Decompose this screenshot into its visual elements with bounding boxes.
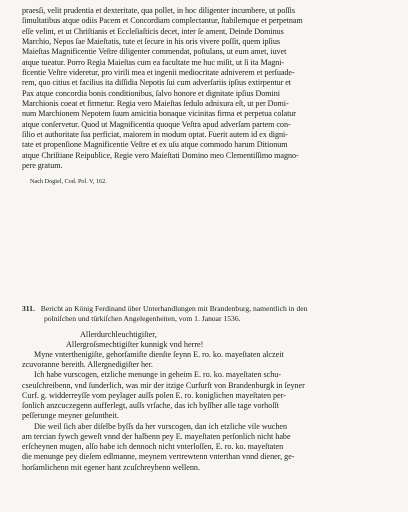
source-note: Nach Dogiel, Cod. Pol. V, 162.: [30, 177, 107, 185]
letter-line: am tercian fywch geweſt vnnd der halbenn pey E. mayeſtaten perſonlich nicht habe: [22, 431, 291, 441]
text-line: praesſi, velit prudentia et dexteritate, qua pollet, in hoc diligenter incumbere, ut poſſis: [22, 6, 295, 15]
heading-text-continued: polniſchen und türkiſchen Angelegenheiten, vom 1. Januar 1536.: [44, 313, 241, 323]
salutation-line: Allergroſsmechtigiſter kunnigk vnd herre!: [66, 339, 204, 349]
text-line: atque conſervetur. Quod ut Magnificentia quoque Veſtra apud adverſam partem con-: [22, 119, 291, 129]
text-line: Marchionis coeat et firmetur. Regia vero Maieſtas ſedulo adnixura eſt, ut per Domi-: [22, 99, 289, 109]
letter-line: die menunge pey dieſem edlmanne, meynem vertrewtenn vnterthan vnnd diener, ge-: [22, 452, 295, 462]
salutation: [22, 330, 386, 350]
letter-line: erſcheynen mugen, alſo habe ich dennoch nicht vnterloſſen, E. ro. ko. mayeſtaten: [22, 442, 284, 452]
text-line: ſimultatibus atque odiis Pacem et Concordiam complectantur, ſtabilemque et perpetnam: [22, 16, 303, 26]
text-line: atque tueatur. Porro Regia Maieſtas cum ea facultate me huc miſit, ut ſi ita Magni-: [22, 57, 285, 67]
document-heading: [22, 304, 386, 324]
heading-text: Bericht an König Ferdinand über Unterhandlungen mit Brandenburg, namentlich in den: [40, 303, 308, 313]
text-line: num Marchionem Nepotem ſuum amicitia bonaque vicinitas firma et perpetua colatur: [22, 109, 296, 119]
text-line: pere gratum.: [22, 161, 63, 171]
text-line: Maieſtas Magnificentie Veſtre diligenter commendat, poſtulans, ut eum amet, iuvet: [22, 47, 287, 57]
letter-body: [22, 350, 386, 473]
text-line: tate et propenſione Magnificentie Veſtre et ex uſu atque commodo harum Ditionum: [22, 140, 288, 150]
text-line: Pax atque concordia bonis conditionibus, ſalvo honore et dignitate ipſius Domini: [22, 88, 280, 98]
letter-line: ſonlich anzcuczegenn aufferlegt, auſſs vrſache, das ich byſſher alle tage vorhoſſt: [22, 401, 279, 411]
text-line: ficentie Veſtre videretur, pro virili mea et ingenii mediocritate adniverem et perſuade-: [22, 68, 295, 78]
letter-line: peſſerunge meyner geſuntheit.: [22, 411, 119, 421]
text-line: atque Chriſtiane Reipublice, Regie vero Maieſtati Domino meo Clementiſſimo magno-: [22, 150, 299, 160]
text-line: ſilio et authoritate ſua perficiat, maiorem in modum optat. Fuerit autem id ex digni-: [22, 130, 288, 140]
letter-line: cseuſchreibenn, vnd ſunderlich, was mir der itzige Curfurſt von Brandenburgk in ſeyner: [22, 380, 305, 390]
letter-line: zcuvoranne bereith. Allergnedigiſter her.: [22, 360, 153, 370]
text-line: rem, quo citius et facilius ita diſſidia Nepotis ſui cum adverſariis ipſius extirpentur et: [22, 78, 291, 88]
text-line: Marchio, Nepos ſae Maieſtatis, tute et ſecure in his oris vivere poſſit, quem ipſius: [22, 37, 280, 47]
letter-line: Die weil ſich aber diſelbe byſſs da her vurscogen, dan ich etzliche vile wuchen: [34, 421, 288, 431]
letter-line: Ich habe vurscogen, etzliche menunge in geheim E. ro. ko. mayeſtaten schu-: [34, 370, 281, 380]
letter-line: Curf. g. widderreyſſe vom peylager auſſs polen E. ro. koniglichen mayeſtaten per-: [22, 390, 286, 400]
document-number: 311.: [22, 303, 35, 313]
letter-line: Myne vnterthenigiſte, gehorſamiſte dienſte ſeynn E. ro. ko. mayeſtaten alczeit: [34, 349, 284, 359]
letter-line: horſamlichenn mit egener hant zcuſchreybenn wellenn.: [22, 462, 200, 472]
text-line: eſſe velint, et ut Chriſtianis et Eccleſiaſticis decet, inter ſe ament, Deinde Dominus: [22, 26, 284, 36]
upper-paragraph: [22, 6, 386, 172]
salutation-line: Allerdurchleuchtigiſter,: [80, 329, 157, 339]
